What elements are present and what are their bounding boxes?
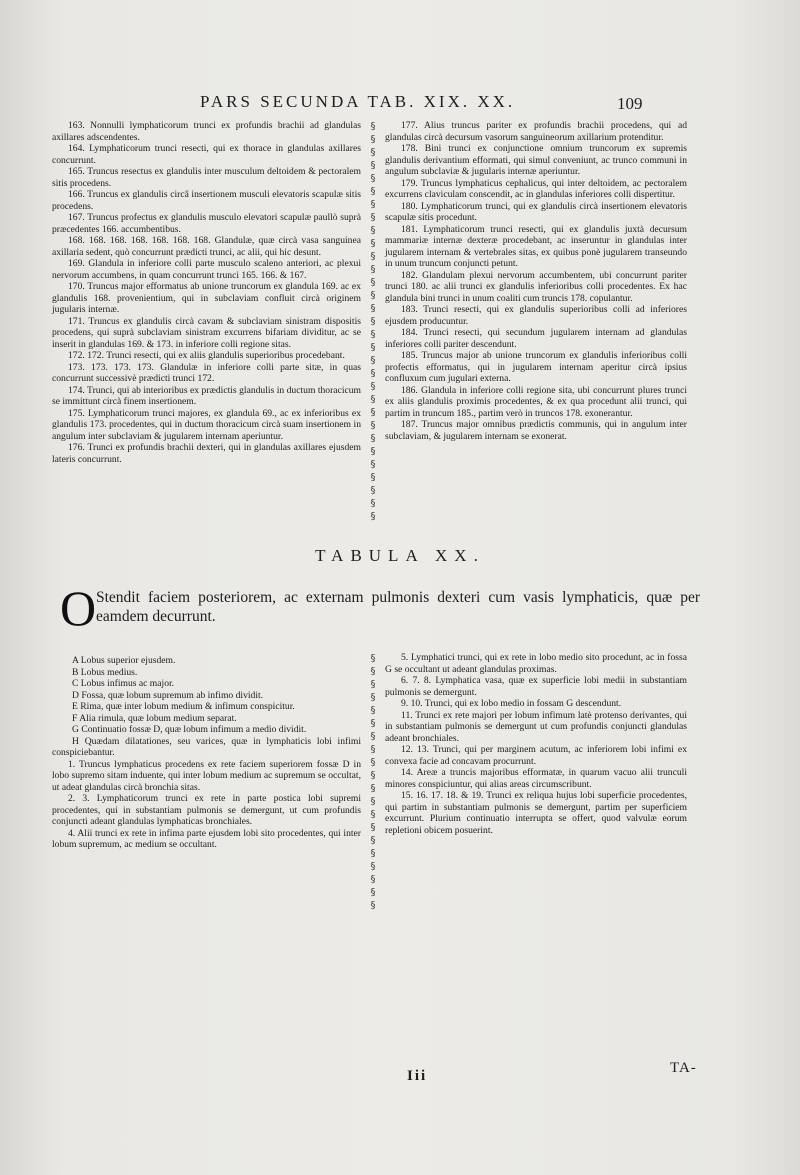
entry-166: 166. Truncus ex glandulis circâ insertionem musculi elevatoris scapulæ sitis procedens. <box>52 189 361 212</box>
entry-15-19: 15. 16. 17. 18. & 19. Trunci ex reliqua hujus lobi superficie procedentes, qui partim in substantiam pulmonis se demergunt, partim per superficiem excurrunt. Plurium continuatio interrupta se offert, quod valvulæ eorum repletioni obicem posuerint. <box>385 790 687 836</box>
entry-183: 183. Trunci resecti, qui ex glandulis superioribus colli ad inferiores ejusdem producuntur. <box>385 304 687 327</box>
entry-14: 14. Areæ a truncis majoribus efformatæ, in quarum vacuo alii trunculi minores conspiciuntur, qui alias areas circumscribunt. <box>385 767 687 790</box>
entry-176: 176. Trunci ex profundis brachii dexteri, qui in glandulas axillares ejusdem lateris concurrunt. <box>52 442 361 465</box>
entry-170: 170. Truncus major efformatus ab unione truncorum ex glandula 169. ac ex glandulis 168. provenientium, qui in subclaviam confluit circà originem jugularis internæ. <box>52 281 361 315</box>
entry-1: 1. Truncus lymphaticus procedens ex rete faciem superiorem fossæ D in lobo supremo sitam induente, qui inter lobum medium ac supremum se occultat, ut adeat glandulas circà bronchia sitas. <box>52 758 361 793</box>
entry-175: 175. Lymphaticorum trunci majores, ex glandula 69., ac ex inferioribus ex glandulis 173. procedentes, qui in ductum thoracicum circà suam insertionem in angulum inter subclaviam & jugularem internam aperiuntur. <box>52 407 361 442</box>
section-heading: TABULA XX. <box>315 546 485 565</box>
lower-left-column <box>52 655 361 851</box>
column-rule-ornament: § § § § § § § § § § § § § § § § § § § § <box>370 653 376 911</box>
key-a: A Lobus superior ejusdem. <box>72 655 176 666</box>
page-number: 109 <box>617 94 643 113</box>
entry-182: 182. Glandulam plexui nervorum accumbentem, ubi concurrunt pariter trunci 180. ac alii trunci ex glandulis inferioribus colli procedentes. Ex hac glandula bini trunci in unum coaliti cum truncis 178. copulantur. <box>385 269 687 304</box>
key-h: H Quædam dilatationes, seu varices, quæ in lymphaticis lobi infimi conspiciebantur. <box>52 735 361 758</box>
key-b: B Lobus medius. <box>72 666 138 678</box>
entry-185: 185. Truncus major ab unione truncorum ex glandulis inferioribus colli profectis efformatus, qui in jugularem internam aperitur circà ipsius confluxum cum jugulari externa. <box>385 350 687 384</box>
entry-172: 172. 172. Trunci resecti, qui ex aliis glandulis superioribus procedebant. <box>68 350 345 361</box>
entry-186: 186. Glandula in inferiore colli regione sita, ubi concurrunt plures trunci ex aliis glandulis proximis procedentes, & ex qua procedunt alii trunci, qui partim in truncum 185., partim verò in truncos 178. exonerantur. <box>385 384 687 419</box>
entry-4: 4. Alii trunci ex rete in infima parte ejusdem lobi sito procedentes, qui inter lobum supremum, ac medium se occultant. <box>52 827 361 850</box>
entry-6-8: 6. 7. 8. Lymphatica vasa, quæ ex superficie lobi medii in substantiam pulmonis se demergunt. <box>385 675 687 698</box>
entry-12-13: 12. 13. Trunci, qui per marginem acutum, ac inferiorem lobi infimi ex convexa facie ad concavam procurrunt. <box>385 744 687 767</box>
entry-187: 187. Truncus major omnibus prædictis communis, qui in angulum inter subclaviam, & jugularem internam se exonerat. <box>385 419 687 442</box>
entry-163: 163. Nonnulli lymphaticorum trunci ex profundis brachii ad glandulas axillares adscendentes. <box>52 120 361 143</box>
entry-165: 165. Truncus resectus ex glandulis inter musculum deltoidem & pectoralem sitis procedens. <box>52 166 361 189</box>
entry-173: 173. 173. 173. 173. Glandulæ in inferiore colli parte sitæ, in quas concurrunt successivè prædicti trunci 172. <box>52 361 361 384</box>
signature-mark: Iii <box>407 1068 428 1084</box>
entry-174: 174. Trunci, qui ab interioribus ex prædictis glandulis in ductum thoracicum se immittunt circà finem insertionem. <box>52 384 361 407</box>
entry-177: 177. Alius truncus pariter ex profundis brachii procedens, qui ad glandulas circà decursum vasorum sanguineorum axillarium protenditur. <box>385 120 687 143</box>
key-d: D Fossa, quæ lobum supremum ab infimo dividit. <box>72 689 264 701</box>
entry-179: 179. Truncus lymphaticus cephalicus, qui inter deltoidem, ac pectoralem excurrens claviculam conscendit, ac in glandulas inferiores colli dispertitur. <box>385 177 687 200</box>
upper-right-column <box>385 120 687 442</box>
entry-9-10: 9. 10. Trunci, qui ex lobo medio in fossam G descendunt. <box>401 698 622 709</box>
entry-11: 11. Trunci ex rete majori per lobum infimum latè protenso derivantes, qui in substantiam pulmonis se demergunt ut cum profundis conjuncti glandulas adeant bronchiales. <box>385 709 687 744</box>
catchword: TA- <box>670 1060 697 1076</box>
running-title: PARS SECUNDA TAB. XIX. XX. <box>200 92 516 111</box>
entry-2-3: 2. 3. Lymphaticorum trunci ex rete in parte postica lobi supremi procedentes, qui in substantiam pulmonis se demergunt, ut cum profundis conjuncti adeant glandulas lymphaticas bronchiales. <box>52 793 361 827</box>
entry-167: 167. Truncus profectus ex glandulis musculo elevatori scapulæ paullò suprà præcedentes 166. accumbentibus. <box>52 212 361 235</box>
running-head <box>0 92 800 116</box>
key-f: F Alia rimula, quæ lobum medium separat. <box>72 712 237 724</box>
column-rule-ornament: § § § § § § § § § § § § § § § § § § § § § § § § § § § § § § § <box>370 121 376 522</box>
drop-cap: O <box>60 580 97 636</box>
entry-180: 180. Lymphaticorum trunci, qui ex glandulis circà insertionem elevatoris scapulæ sitis procedunt. <box>385 200 687 223</box>
lower-right-column <box>385 652 687 836</box>
key-e: E Rima, quæ inter lobum medium & infimum conspicitur. <box>72 701 295 712</box>
entry-184: 184. Trunci resecti, qui secundum jugularem internam ad glandulas inferiores colli pariter descendunt. <box>385 327 687 350</box>
key-g: G Continuatio fossæ D, quæ lobum infimum a medio dividit. <box>72 724 307 735</box>
entry-178: 178. Bini trunci ex conjunctione omnium truncorum ex supremis glandulis derivantium efformati, qui simul conveniunt, ac trunco communi in angulum subclaviæ & jugularis internæ aperiuntur. <box>385 143 687 177</box>
upper-left-column <box>52 120 361 465</box>
key-c: C Lobus infimus ac major. <box>72 678 175 689</box>
entry-164: 164. Lymphaticorum trunci resecti, qui ex thorace in glandulas axillares concurrunt. <box>52 143 361 166</box>
entry-171: 171. Truncus ex glandulis circà cavam & subclaviam sinistram dispositis procedens, qui suprà subclaviam sinistram excurrens bifariam dividitur, ac se inserit in glandulas 169. & 173. in inferiore colli regione sitas. <box>52 315 361 350</box>
intro-text: Stendit faciem posteriorem, ac externam pulmonis dexteri cum vasis lymphaticis, quæ per eamdem decurrunt. <box>96 589 700 625</box>
entry-181: 181. Lymphaticorum trunci resecti, qui ex glandulis juxtà decursum mammariæ internæ dexteræ procedebant, ac inseruntur in glandulas inter jugularem internam & vertebrales sitas, ex quibus ponè jugularem transeundo in unum truncum conjuncti petunt. <box>385 223 687 269</box>
entry-168: 168. 168. 168. 168. 168. 168. 168. Glandulæ, quæ circà vasa sanguinea axillaria sedent, quò concurrunt prædicti trunci, ac alii, qui hic desunt. <box>52 235 361 258</box>
entry-169: 169. Glandula in inferiore colli parte musculo scaleno anteriori, ac plexui nervorum accumbens, in quam concurrunt trunci 165. 166. & 167. <box>52 258 361 281</box>
entry-5: 5. Lymphatici trunci, qui ex rete in lobo medio sito procedunt, ac in fossa G se occultant ut adeant glandulas proximas. <box>385 652 687 675</box>
